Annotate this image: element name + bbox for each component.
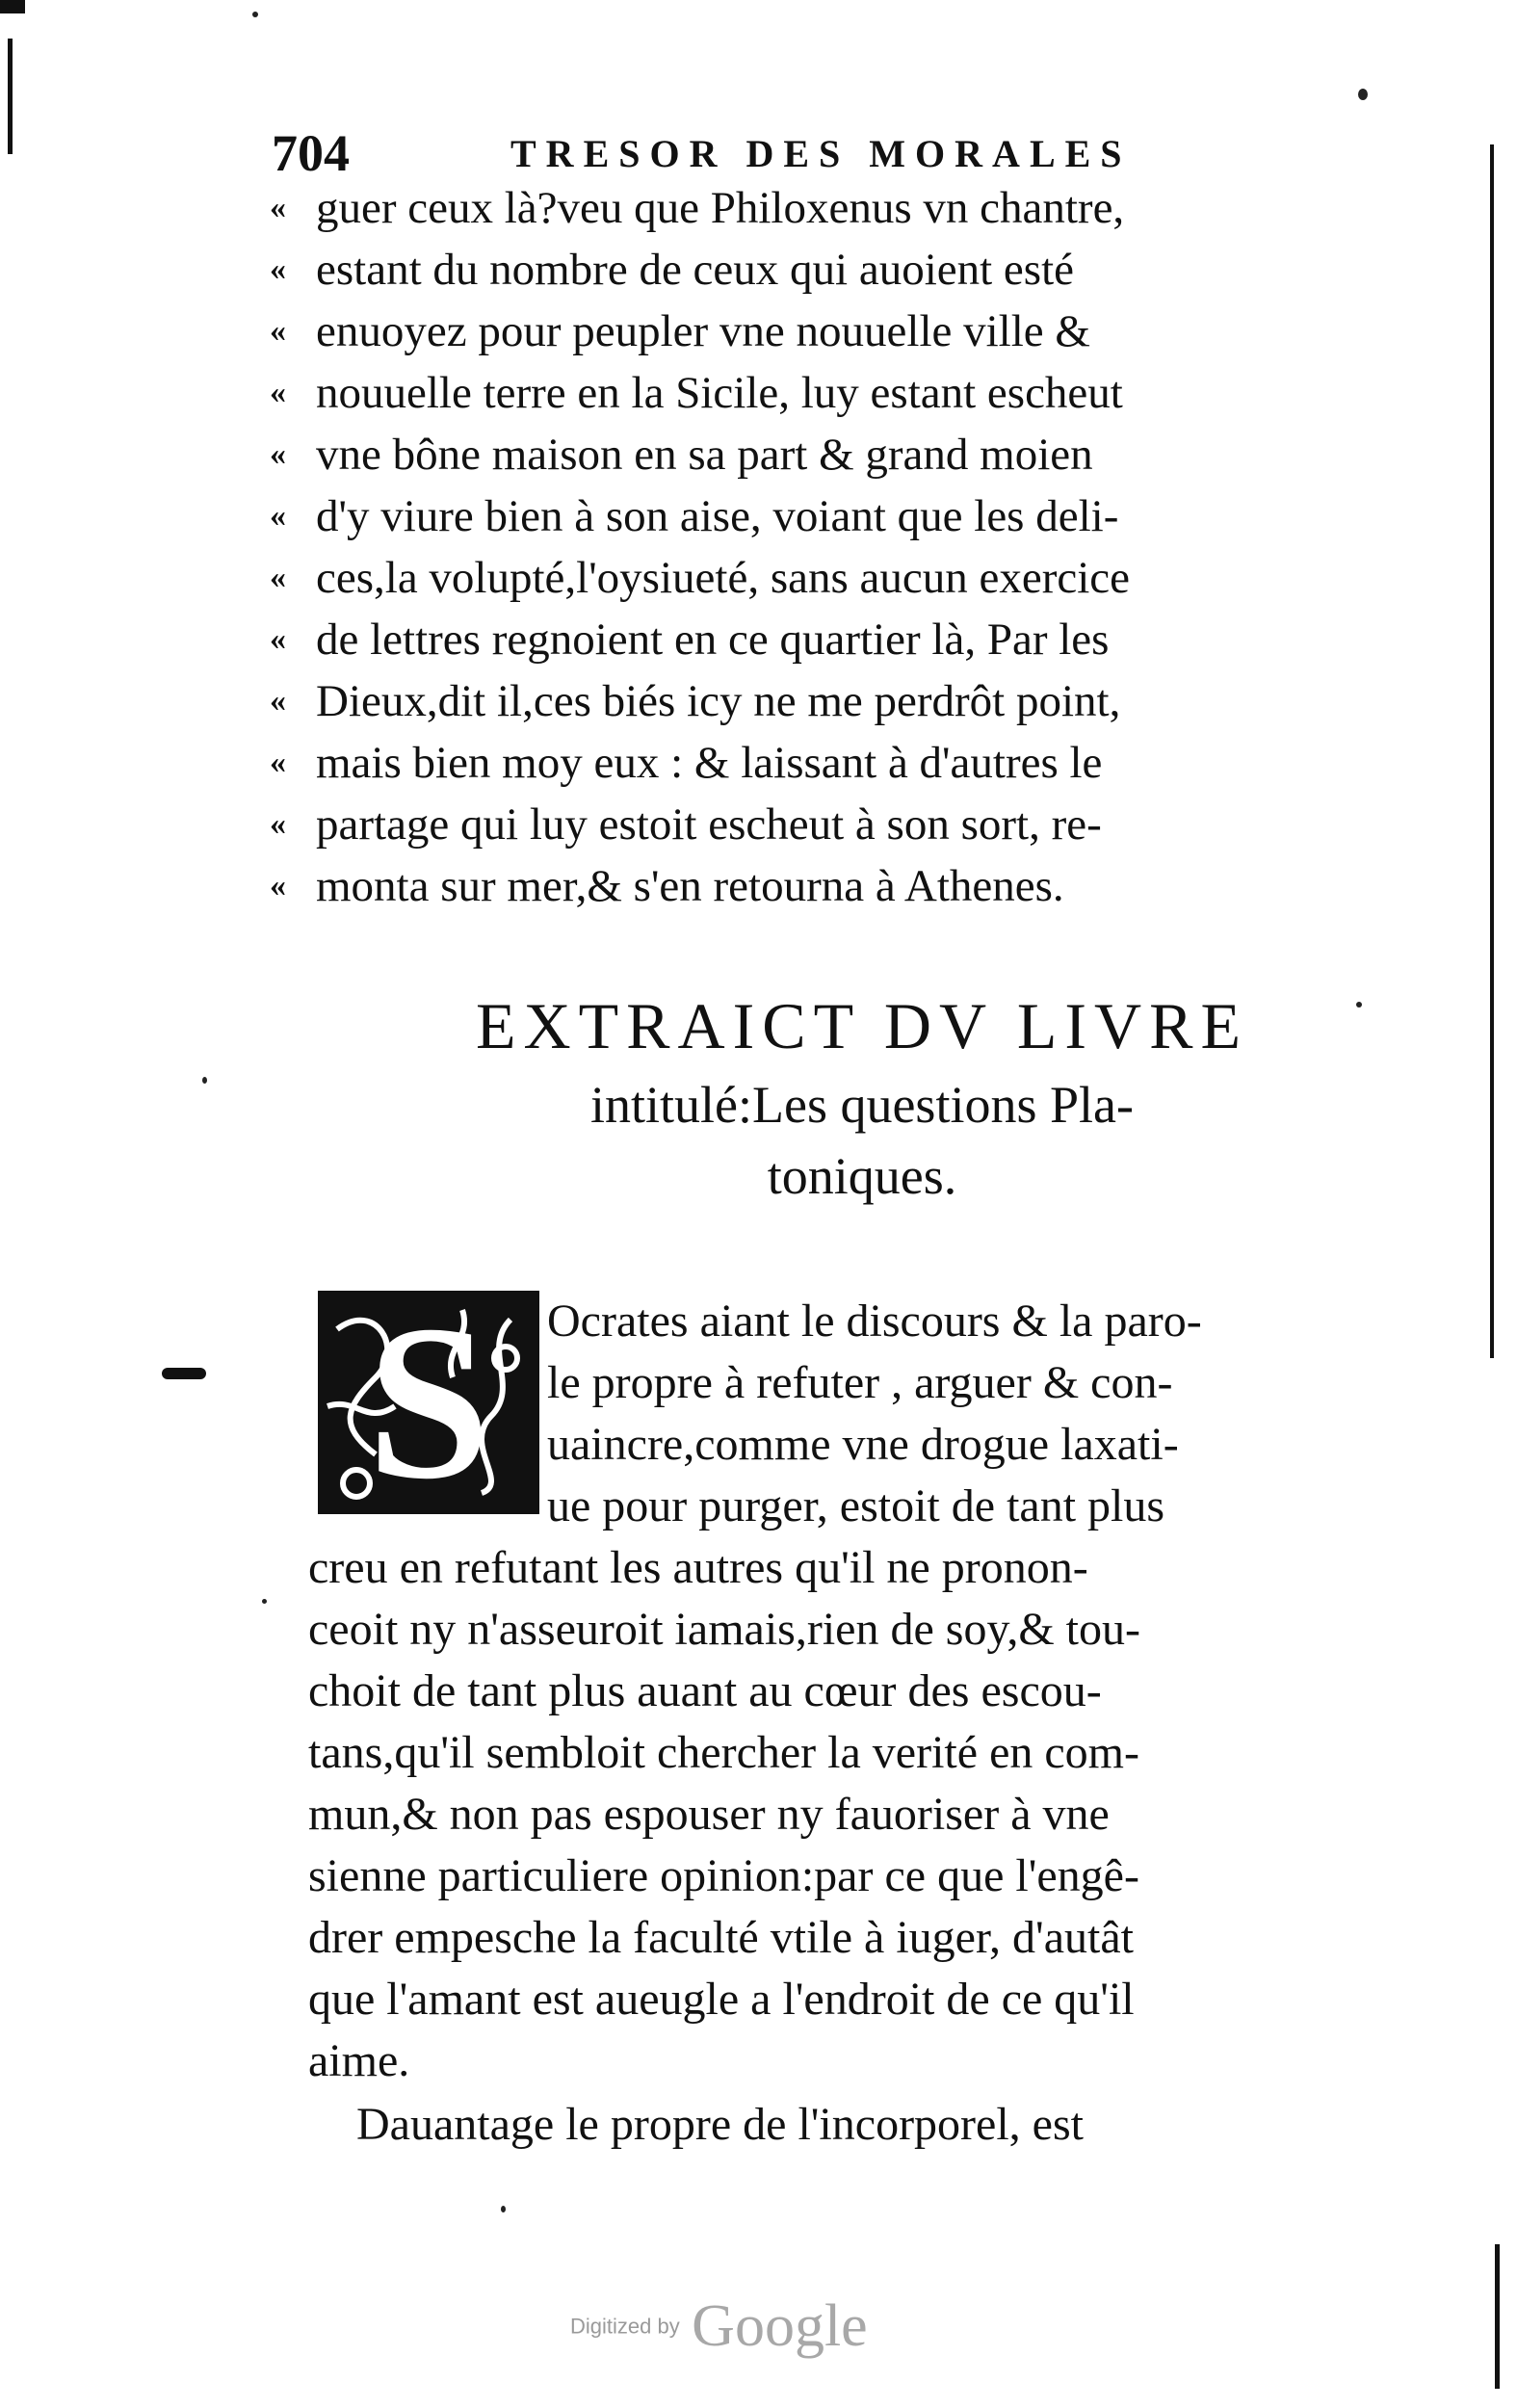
passage-line-text: vne bône maison en sa part & grand moien (316, 430, 1093, 480)
passage-line-text: d'y viure bien à son aise, voiant que les deli- (316, 491, 1119, 541)
paragraph-line: Dauantage le propre de l'incorporel, est (356, 2099, 1084, 2150)
quote-mark: « (270, 251, 286, 287)
paragraph-line: uaincre,comme vne drogue laxati- (547, 1419, 1179, 1470)
passage-line-text: mais bien moy eux : & laissant à d'autres le (316, 738, 1103, 788)
paragraph-line: aime. (308, 2035, 410, 2086)
paragraph-line: ue pour purger, estoit de tant plus (547, 1480, 1165, 1531)
paragraph-line: tans,qu'il sembloit chercher la verité en com- (308, 1727, 1139, 1778)
passage-line (270, 732, 1348, 794)
paragraph-line: le propre à refuter , arguer & con- (547, 1357, 1173, 1408)
section-title-line: intitulé:Les questions Pla- (590, 1076, 1134, 1134)
digitized-by-label: Digitized by (570, 2314, 680, 2339)
paragraph-beside-drop-cap (547, 1291, 1356, 1537)
passage-line (270, 547, 1348, 609)
speck (501, 2206, 506, 2212)
quote-mark: « (270, 498, 286, 534)
speck (202, 1077, 207, 1084)
passage-line-text: enuoyez pour peupler vne nouuelle ville & (316, 306, 1090, 356)
quote-mark: « (270, 868, 286, 903)
passage-line (270, 609, 1348, 670)
digitization-footer (570, 2292, 868, 2360)
passage-line-text: estant du nombre de ceux qui auoient esté (316, 245, 1074, 295)
scan-corner-mark (0, 0, 25, 13)
quote-mark: « (270, 313, 286, 349)
passage-line (270, 362, 1348, 424)
margin-ink-mark (162, 1368, 206, 1379)
quote-mark: « (270, 560, 286, 595)
passage-line (270, 239, 1348, 301)
paragraph-line: choit de tant plus auant au cœur des escou- (308, 1665, 1102, 1716)
scan-right-edge-line (1490, 144, 1494, 1358)
page-header (272, 123, 1331, 181)
speck (252, 12, 258, 17)
passage-line-text: monta sur mer,& s'en retourna à Athenes. (316, 861, 1064, 911)
quote-mark: « (270, 745, 286, 780)
passage-line (270, 670, 1348, 732)
page-number: 704 (272, 124, 350, 182)
passage-line-text: nouuelle terre en la Sicile, luy estant escheut (316, 368, 1123, 418)
running-title: TRESOR DES MORALES (510, 132, 1132, 175)
section-title-line: toniques. (767, 1147, 957, 1205)
paragraph-body (308, 1537, 1358, 2092)
paragraph-line: drer empesche la faculté vtile à iuger, d'autât (308, 1912, 1134, 1963)
paragraph-line: Ocrates aiant le discours & la paro- (547, 1296, 1202, 1347)
paragraph-line: que l'amant est aueugle a l'endroit de ce qu'il (308, 1974, 1135, 2025)
speck (262, 1599, 267, 1604)
passage-line-text: Dieux,dit il,ces biés icy ne me perdrôt point, (316, 676, 1121, 726)
quoted-passage (270, 177, 1348, 917)
section-heading (366, 982, 1358, 1212)
passage-line (270, 177, 1348, 239)
passage-line-text: ces,la volupté,l'oysiueté, sans aucun exercice (316, 553, 1130, 603)
quote-mark: « (270, 683, 286, 719)
paragraph-second (308, 2094, 1358, 2156)
drop-cap-letter: S (367, 1291, 490, 1514)
passage-line (270, 794, 1348, 855)
passage-line-text: de lettres regnoient en ce quartier là, Par les (316, 615, 1110, 665)
passage-line (270, 424, 1348, 485)
quote-mark: « (270, 806, 286, 842)
scan-right-edge-line-lower (1495, 2244, 1500, 2389)
quote-mark: « (270, 375, 286, 410)
section-title-main: EXTRAICT DV LIVRE (475, 989, 1249, 1062)
paragraph-line: mun,& non pas espouser ny fauoriser à vne (308, 1789, 1110, 1840)
paragraph-line: ceoit ny n'asseuroit iamais,rien de soy,& tou- (308, 1604, 1140, 1655)
passage-line (270, 301, 1348, 362)
passage-line-text: partage qui luy estoit escheut à son sort, re- (316, 799, 1102, 850)
quote-mark: « (270, 190, 286, 225)
paragraph-line: creu en refutant les autres qu'il ne pronon- (308, 1542, 1088, 1593)
passage-line-text: guer ceux là?veu que Philoxenus vn chantre, (316, 183, 1125, 233)
google-logo: Google (692, 2293, 868, 2359)
paragraph-line: sienne particuliere opinion:par ce que l'engê- (308, 1850, 1139, 1901)
quote-mark: « (270, 621, 286, 657)
quote-mark: « (270, 436, 286, 472)
ornamental-drop-cap (318, 1291, 539, 1514)
speck (1358, 89, 1368, 100)
passage-line (270, 855, 1348, 917)
scan-left-edge-line (8, 39, 13, 154)
passage-line (270, 485, 1348, 547)
